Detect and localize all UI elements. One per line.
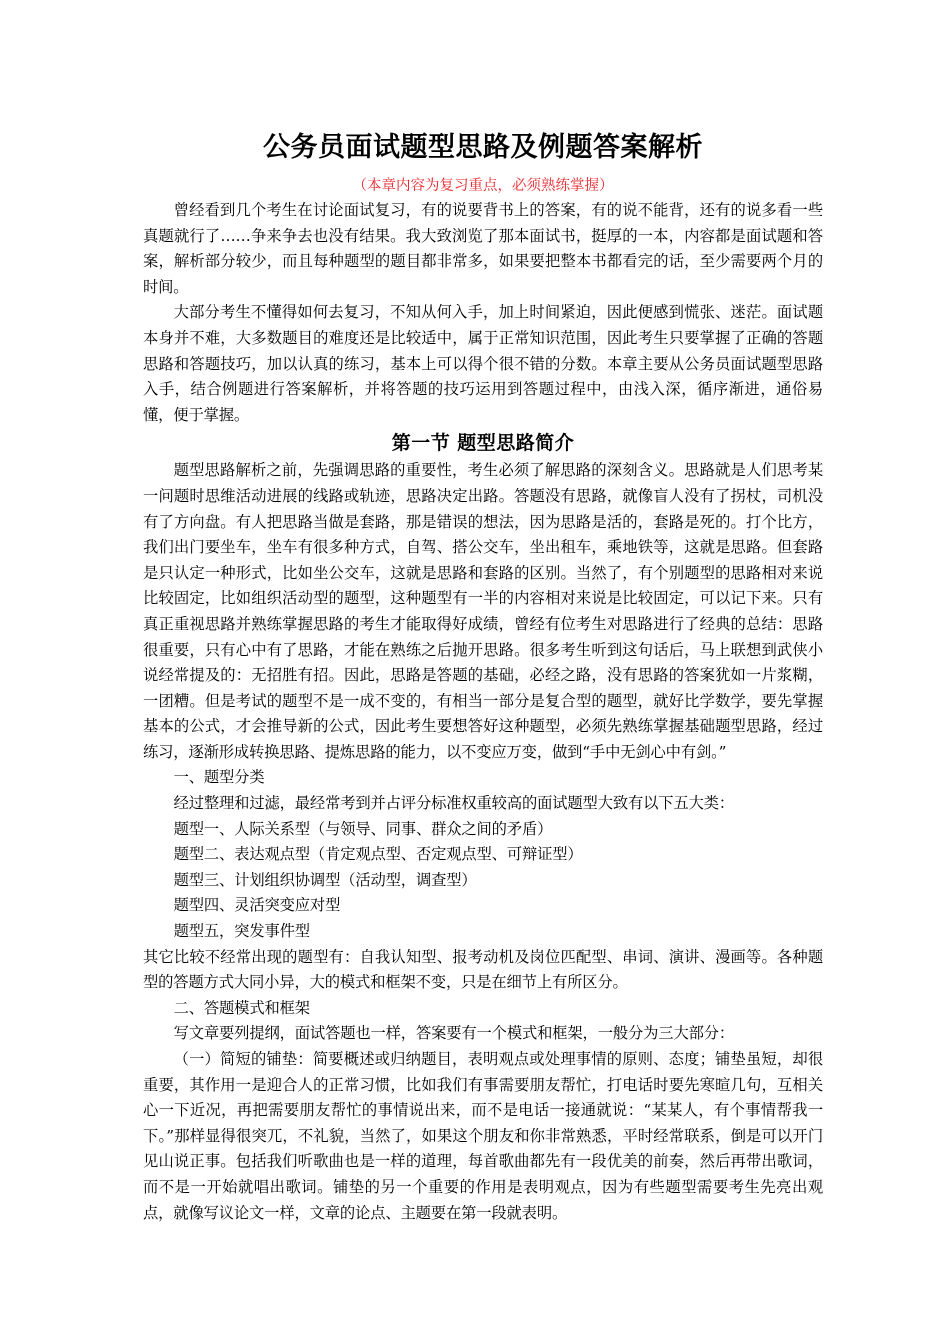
document-subtitle: （本章内容为复习重点，必须熟练掌握）: [352, 178, 614, 194]
intro-paragraph-1: 曾经看到几个考生在讨论面试复习，有的说要背书上的答案，有的说不能背，还有的说多看一些真题就行了……争来争去也没有结果。我大致浏览了那本面试书，挺厚的一本，内容都是面试题和答案，解析部分较少，而且每种题型的题目都非常多，如果要把整本书都看完的话，至少需要两个月的时间。: [143, 201, 823, 296]
question-type-item: 题型一、人际关系型（与领导、同事、群众之间的矛盾）: [173, 819, 553, 838]
question-type-item: 题型二、表达观点型（肯定观点型、否定观点型、可辩证型）: [173, 845, 583, 864]
subsection-heading-framework: 二、答题模式和框架: [173, 998, 310, 1017]
document-title: 公务员面试题型思路及例题答案解析: [263, 132, 703, 163]
subsection-heading-classification: 一、题型分类: [173, 768, 265, 787]
question-type-item: 题型四、灵活突变应对型: [173, 896, 341, 915]
section-paragraph: 题型思路解析之前，先强调思路的重要性，考生必须了解思路的深刻含义。思路就是人们思考某一问题时思维活动进展的线路或轨迹，思路决定出路。答题没有思路，就像盲人没有了拐杖，司机没有了方向盘。有人把思路当做是套路，那是错误的想法，因为思路是活的，套路是死的。打个比方，我们出门要坐车，坐车有很多种方式，自驾、搭公交车，坐出租车，乘地铁等，这就是思路。但套路是只认定一种形式，比如坐公交车，这就是思路和套路的区别。当然了，有个别题型的思路相对来说比较固定，比如组织活动型的题型，这种题型有一半的内容相对来说是比较固定，可以记下来。只有真正重视思路并熟练掌握思路的考生才能取得好成绩，曾经有位考生对思路进行了经典的总结：思路很重要，只有心中有了思路，才能在熟练之后抛开思路。很多考生听到这句话后，马上联想到武侠小说经常提及的：无招胜有招。因此，思路是答题的基础，必经之路，没有思路的答案犹如一片浆糊，一团糟。但是考试的题型不是一成不变的，有相当一部分是复合型的题型，就好比学数学，要先掌握基本的公式，才会推导新的公式，因此考生要想答好这种题型，必须先熟练掌握基础题型思路，经过练习，逐渐形成转换思路、提炼思路的能力，以不变应万变，做到“手中无剑心中有剑。”: [143, 461, 823, 761]
classification-intro: 经过整理和过滤，最经常考到并占评分标准权重较高的面试题型大致有以下五大类：: [173, 794, 735, 813]
question-type-item: 题型三、计划组织协调型（活动型，调查型）: [173, 870, 477, 889]
intro-paragraph-2: 大部分考生不懂得如何去复习，不知从何入手，加上时间紧迫，因此便感到慌张、迷茫。面试题本身并不难，大多数题目的难度还是比较适中，属于正常知识范围，因此考生只要掌握了正确的答题思路和答题技巧，加以认真的练习，基本上可以得个很不错的分数。本章主要从公务员面试题型思路入手，结合例题进行答案解析，并将答题的技巧运用到答题过程中，由浅入深，循序渐进，通俗易懂，便于掌握。: [143, 303, 823, 424]
framework-intro: 写文章要列提纲，面试答题也一样，答案要有一个模式和框架，一般分为三大部分：: [173, 1024, 735, 1043]
section-heading: 第一节 题型思路简介: [391, 432, 575, 455]
question-type-item: 题型五，突发事件型: [173, 922, 310, 941]
framework-part-1-paragraph: （一）简短的铺垫：简要概述或归纳题目，表明观点或处理事情的原则、态度；铺垫虽短，却很重要，其作用一是迎合人的正常习惯，比如我们有事需要朋友帮忙，打电话时要先寒暄几句，互相关心一下近况，再把需要朋友帮忙的事情说出来，而不是电话一接通就说：“某某人，有个事情帮我一下。”那样显得很突兀，不礼貌，当然了，如果这个朋友和你非常熟悉，平时经常联系，倒是可以开门见山说正事。包括我们听歌曲也是一样的道理，每首歌曲都先有一段优美的前奏，然后再带出歌词，而不是一开始就唱出歌词。铺垫的另一个重要的作用是表明观点，因为有些题型需要考生先亮出观点，就像写议论文一样，文章的论点、主题要在第一段就表明。: [143, 1050, 823, 1222]
other-types-paragraph: 其它比较不经常出现的题型有：自我认知型、报考动机及岗位匹配型、串词、演讲、漫画等。各种题型的答题方式大同小异，大的模式和框架不变，只是在细节上有所区分。: [143, 947, 823, 992]
document-page: [143, 128, 823, 1226]
